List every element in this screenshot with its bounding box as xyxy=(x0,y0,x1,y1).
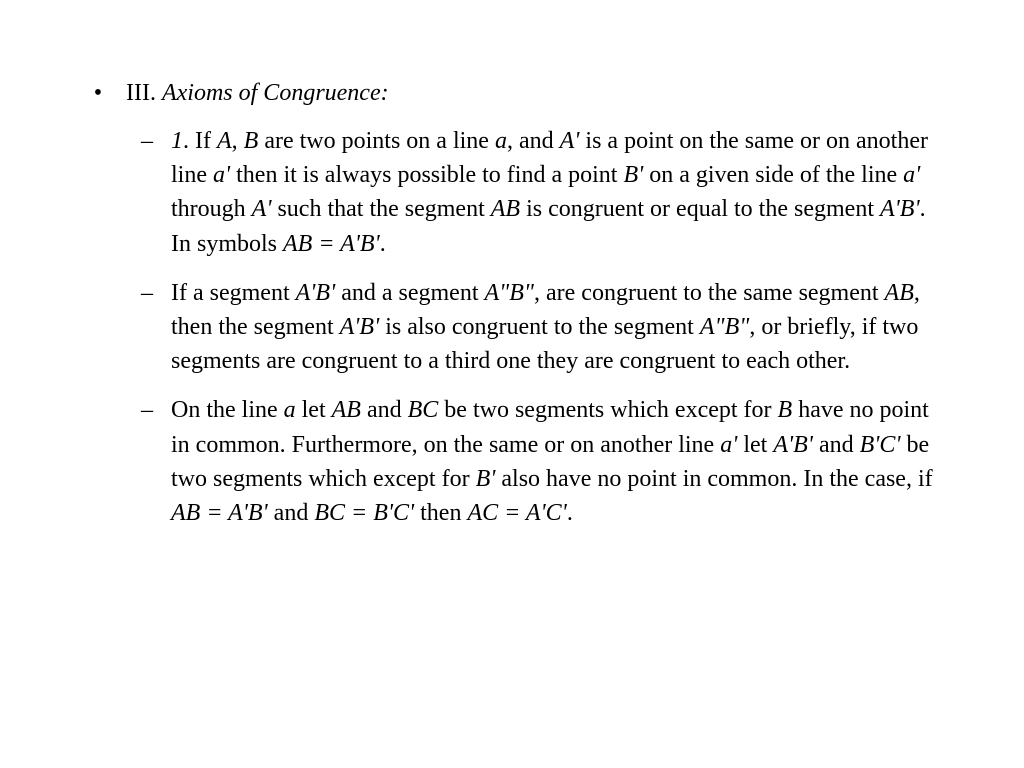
math-symbol: B' xyxy=(623,162,644,189)
text-run: , then the segment xyxy=(171,279,920,341)
text-run: , are congruent to the same segment xyxy=(534,279,885,306)
text-run: . In symbols xyxy=(171,196,926,257)
text-run: then it is always possible to find a point xyxy=(230,162,624,189)
math-symbol: 1 xyxy=(171,128,183,154)
text-run: and xyxy=(812,431,860,458)
text-run: on a given side of the line xyxy=(643,162,904,189)
text-run: be two segments which except for xyxy=(171,431,930,492)
math-symbol: a xyxy=(283,397,296,424)
text-run: such that the segment xyxy=(271,196,491,223)
text-run: through xyxy=(171,196,252,223)
math-symbol: AB = A'B' xyxy=(171,500,268,527)
math-symbol: B'C' xyxy=(859,431,901,458)
math-symbol: AB = A'B' xyxy=(283,230,380,257)
text-run: , xyxy=(231,128,244,154)
math-symbol: A'B' xyxy=(773,431,813,458)
math-symbol: AB xyxy=(331,397,361,424)
bullet-icon: • xyxy=(93,80,103,106)
text-run: are two points on a line xyxy=(258,128,495,154)
math-symbol: B xyxy=(777,397,793,424)
text-run: and xyxy=(360,397,408,424)
axiom-item-2 xyxy=(141,276,951,379)
axiom-text xyxy=(171,128,928,257)
axiom-item-3 xyxy=(141,393,951,530)
text-run: . xyxy=(566,500,573,527)
text-run: If a segment xyxy=(171,279,296,306)
text-run: On the line xyxy=(171,397,284,424)
math-symbol: A xyxy=(216,128,232,154)
axiom-list xyxy=(141,124,951,545)
math-symbol: AB xyxy=(490,196,521,223)
math-symbol: a xyxy=(494,128,507,154)
math-symbol: a' xyxy=(213,162,231,189)
math-symbol: B' xyxy=(475,465,496,492)
text-run: also have no point in common. In the case, if xyxy=(495,465,933,492)
axiom-text xyxy=(171,280,920,374)
math-symbol: a' xyxy=(720,431,738,458)
section-heading xyxy=(93,76,946,110)
text-run: , or briefly, if two segments are congruent to a third one they are congruent to each other. xyxy=(171,314,919,375)
math-symbol: A"B" xyxy=(484,279,534,306)
axiom-item-1 xyxy=(141,124,951,261)
text-run: . If xyxy=(183,128,217,154)
text-run: let xyxy=(737,431,774,458)
text-run: let xyxy=(295,397,332,424)
text-run: is a point on the same or on another line xyxy=(171,128,928,189)
text-run: and a segment xyxy=(335,279,485,306)
math-symbol: BC xyxy=(407,397,439,424)
text-run: have no point in common. Furthermore, on the same or on another line xyxy=(171,397,929,458)
math-symbol: AC = A'C' xyxy=(467,500,567,527)
axiom-text xyxy=(171,397,933,526)
text-run: is congruent or equal to the segment xyxy=(520,196,880,223)
math-symbol: A'B' xyxy=(339,314,380,341)
math-symbol: AB xyxy=(884,279,914,306)
text-run: be two segments which except for xyxy=(438,397,778,424)
dash-icon: – xyxy=(141,128,153,154)
dash-icon: – xyxy=(141,279,153,306)
dash-icon: – xyxy=(141,397,153,424)
math-symbol: A' xyxy=(251,196,272,223)
math-symbol: A' xyxy=(559,128,580,154)
text-run: then xyxy=(414,500,468,527)
text-run: is also congruent to the segment xyxy=(379,314,700,341)
text-run: , and xyxy=(506,128,560,154)
text-run: and xyxy=(267,500,315,527)
heading-numeral: III. xyxy=(126,80,156,106)
math-symbol: B xyxy=(243,128,259,154)
math-symbol: BC = B'C' xyxy=(314,500,415,527)
math-symbol: A'B' xyxy=(879,196,920,223)
math-symbol: A"B" xyxy=(699,314,750,341)
text-run: . xyxy=(379,230,386,257)
heading-title: Axioms of Congruence: xyxy=(161,80,389,106)
math-symbol: a' xyxy=(903,162,921,189)
math-symbol: A'B' xyxy=(295,279,336,306)
